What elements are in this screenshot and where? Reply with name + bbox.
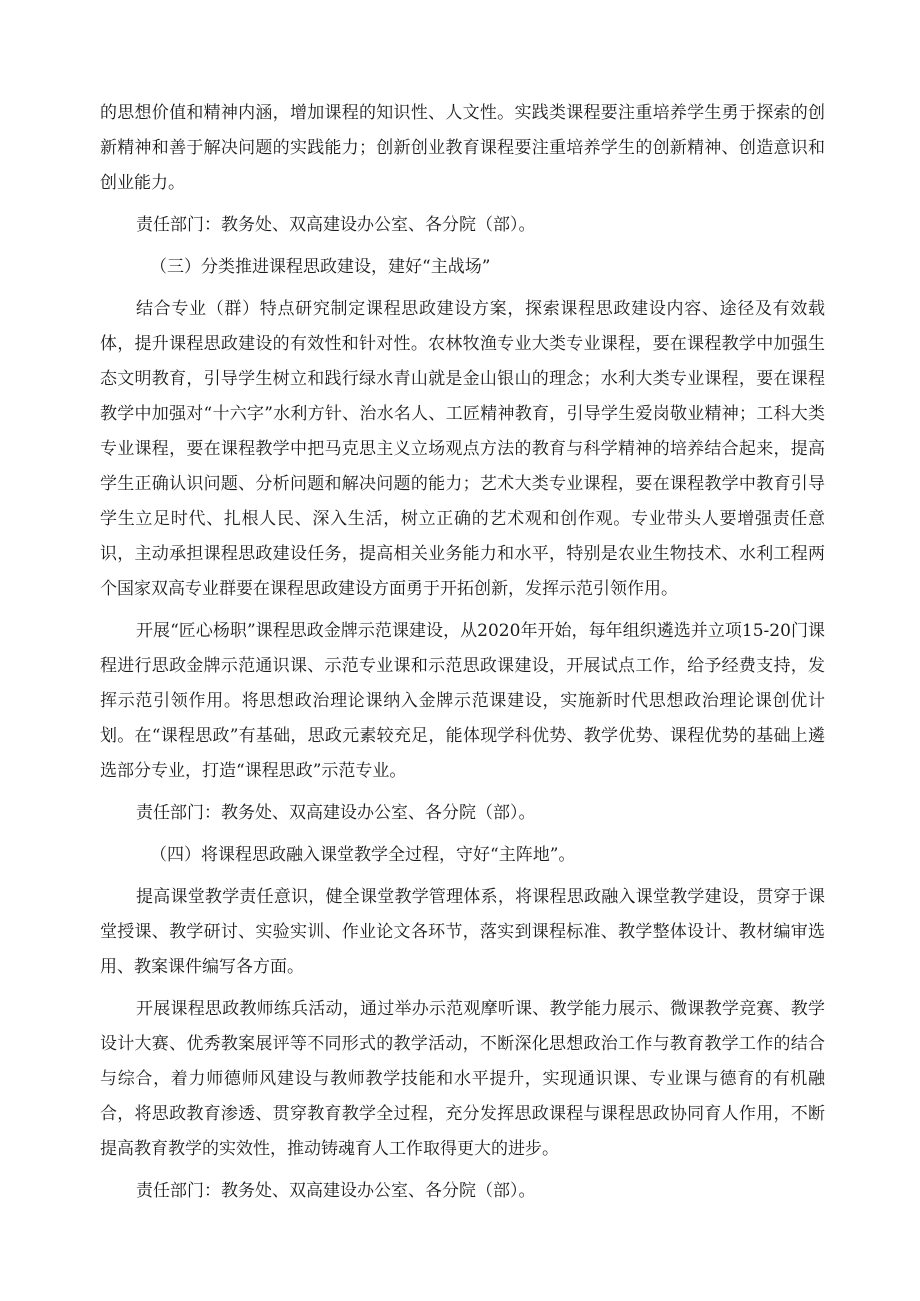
section-heading-3: （三）分类推进课程思政建设，建好“主战场” <box>150 257 491 277</box>
responsible-department-line: 责任部门：教务处、双高建设办公室、各分院（部）。 <box>136 215 536 235</box>
body-paragraph-continuation: 的思想价值和精神内涵，增加课程的知识性、人文性。实践类课程要注重培养学生勇于探索的创新精神和善于解决问题的实践能力；创新创业教育课程要注重培养学生的创新精神、创造意识和创业能力。 <box>100 103 825 193</box>
body-paragraph: 提高课堂教学责任意识，健全课堂教学管理体系，将课程思政融入课堂教学建设，贯穿于课堂授课、教学研讨、实验实训、作业论文各环节，落实到课程标准、教学整体设计、教材编审选用、教案课件编写各方面。 <box>100 887 825 977</box>
body-paragraph: 开展课程思政教师练兵活动，通过举办示范观摩听课、教学能力展示、微课教学竞赛、教学设计大赛、优秀教案展评等不同形式的教学活动，不断深化思想政治工作与教育教学工作的结合与综合，着力师德师风建设与教师教学技能和水平提升，实现通识课、专业课与德育的有机融合，将思政教育渗透、贯穿教育教学全过程，充分发挥思政课程与课程思政协同育人作用，不断提高教育教学的实效性，推动铸魂育人工作取得更大的进步。 <box>100 999 825 1159</box>
body-paragraph: 结合专业（群）特点研究制定课程思政建设方案，探索课程思政建设内容、途径及有效载体，提升课程思政建设的有效性和针对性。农林牧渔专业大类专业课程，要在课程教学中加强生态文明教育，引导学生树立和践行绿水青山就是金山银山的理念；水利大类专业课程，要在课程教学中加强对“十六字”水利方针、治水名人、工匠精神教育，引导学生爱岗敬业精神；工科大类专业课程，要在课程教学中把马克思主义立场观点方法的教育与科学精神的培养结合起来，提高学生正确认识问题、分析问题和解决问题的能力；艺术大类专业课程，要在课程教学中教育引导学生立足时代、扎根人民、深入生活，树立正确的艺术观和创作观。专业带头人要增强责任意识，主动承担课程思政建设任务，提高相关业务能力和水平，特别是农业生物技术、水利工程两个国家双高专业群要在课程思政建设方面勇于开拓创新，发挥示范引领作用。 <box>100 299 825 599</box>
responsible-department-line: 责任部门：教务处、双高建设办公室、各分院（部）。 <box>136 1181 536 1201</box>
body-paragraph: 开展“匠心杨职”课程思政金牌示范课建设，从2020年开始，每年组织遴选并立项15-20门课程进行思政金牌示范通识课、示范专业课和示范思政课建设，开展试点工作，给予经费支持，发挥示范引领作用。将思想政治理论课纳入金牌示范课建设，实施新时代思想政治理论课创优计划。在“课程思政”有基础，思政元素较充足，能体现学科优势、教学优势、课程优势的基础上遴选部分专业，打造“课程思政”示范专业。 <box>100 621 825 781</box>
document-body <box>100 96 825 1209</box>
responsible-department-line: 责任部门：教务处、双高建设办公室、各分院（部）。 <box>136 803 536 823</box>
section-heading-4: （四）将课程思政融入课堂教学全过程，守好“主阵地”。 <box>150 845 576 865</box>
